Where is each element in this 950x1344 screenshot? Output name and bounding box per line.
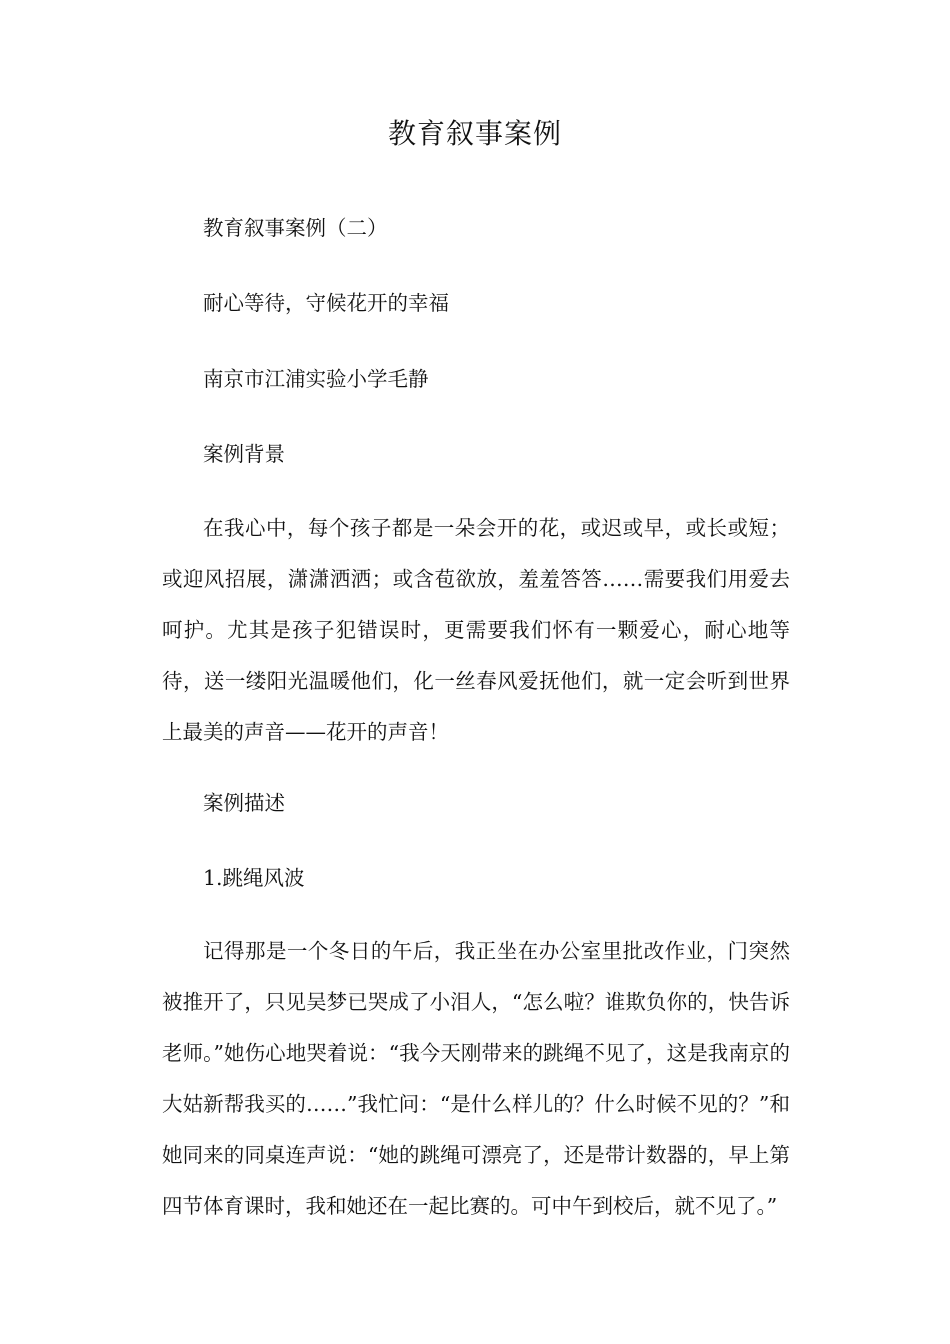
document-title: 教育叙事案例 [387,117,562,150]
document-subtitle: 教育叙事案例（二） [203,216,388,240]
author-line: 南京市江浦实验小学毛静 [203,367,429,391]
section-heading-background: 案例背景 [203,442,285,466]
subsection-heading-1: 1.跳绳风波 [203,866,305,890]
article-title: 耐心等待，守候花开的幸福 [203,291,449,315]
paragraph-story: 记得那是一个冬日的午后，我正坐在办公室里批改作业，门突然被推开了，只见吴梦已哭成了小泪人，“怎么啦？谁欺负你的，快告诉老师。”她伤心地哭着说：“我今天刚带来的跳绳不见了，这是我南京的大姑新帮我买的……”我忙问：“是什么样儿的？什么时候不见的？”和她同来的同桌连声说：“她的跳绳可漂亮了，还是带计数器的，早上第四节体育课时，我和她还在一起比赛的。可中午到校后，就不见了。” [162,939,790,1218]
section-heading-description: 案例描述 [203,791,285,815]
paragraph-background: 在我心中，每个孩子都是一朵会开的花，或迟或早，或长或短；或迎风招展，潇潇洒洒；或含苞欲放，羞羞答答……需要我们用爱去呵护。尤其是孩子犯错误时，更需要我们怀有一颗爱心，耐心地等待，送一缕阳光温暖他们，化一丝春风爱抚他们，就一定会听到世界上最美的声音——花开的声音！ [162,516,790,744]
